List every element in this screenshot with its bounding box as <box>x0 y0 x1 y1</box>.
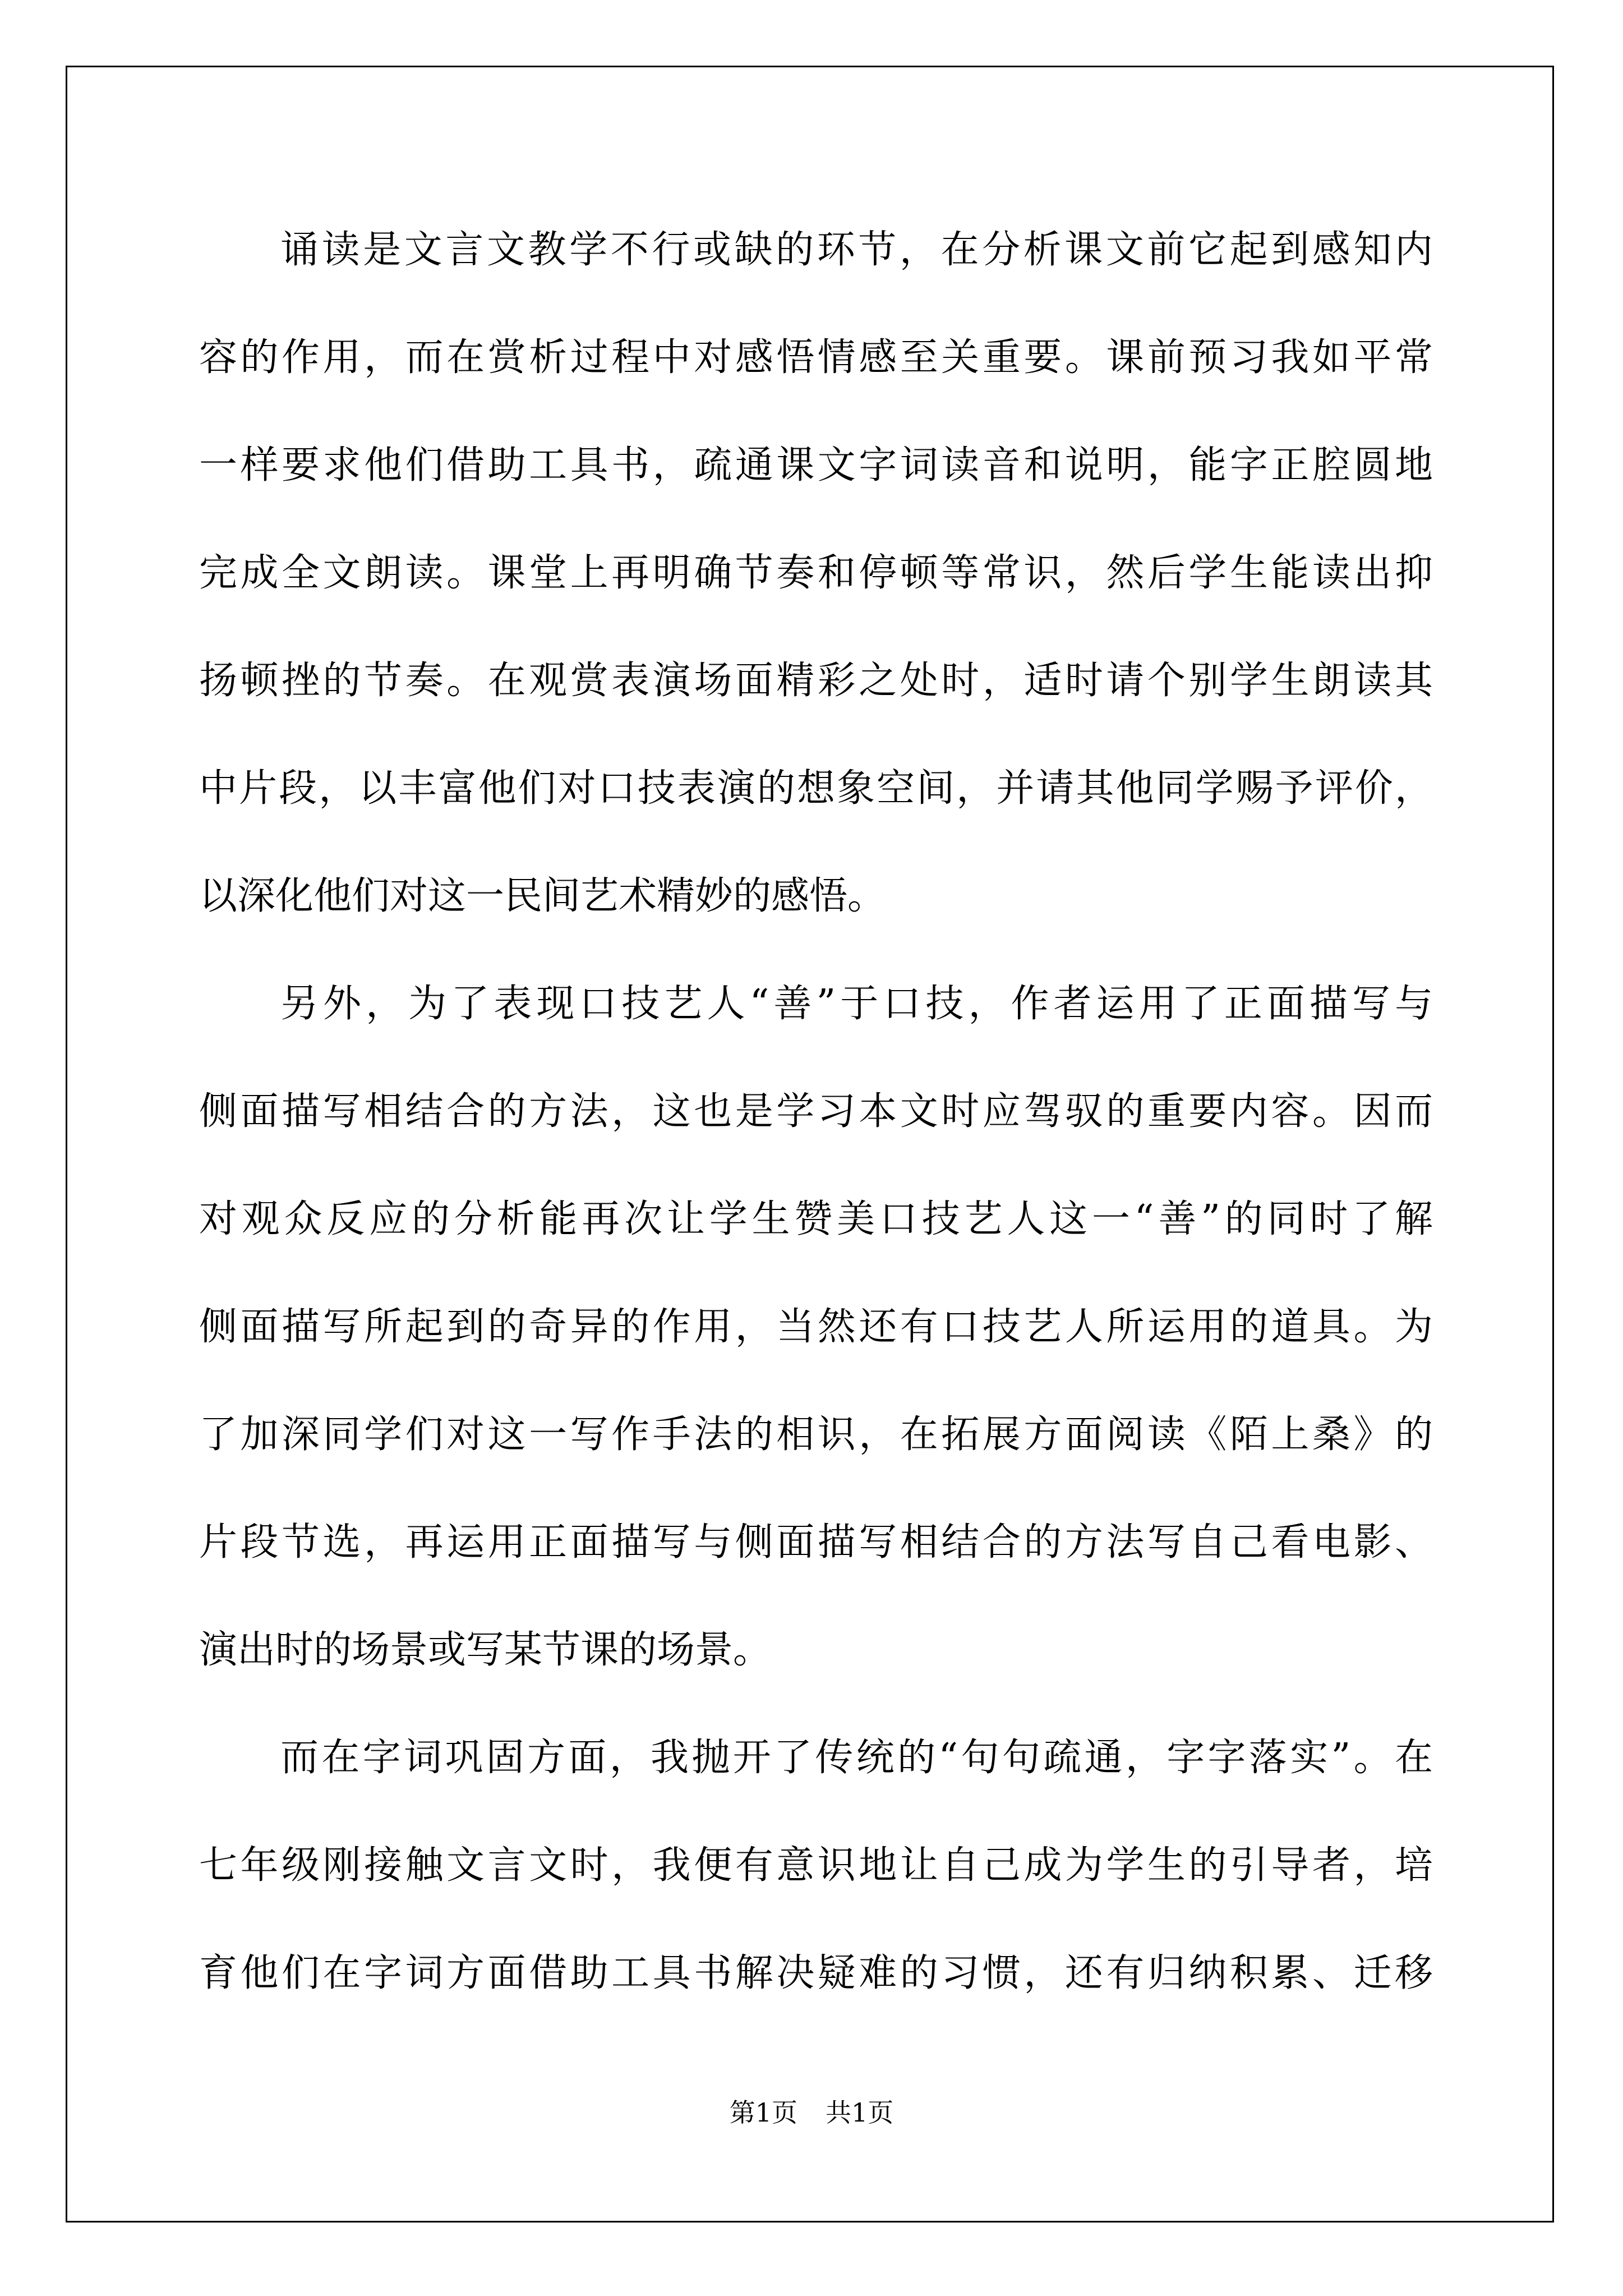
text-line: 一样要求他们借助工具书，疏通课文字词读音和说明，能字正腔圆地 <box>199 443 1433 487</box>
text-line: 了加深同学们对这一写作手法的相识，在拓展方面阅读《陌上桑》的 <box>199 1412 1433 1457</box>
text-line: 另外，为了表现口技艺人“善”于口技，作者运用了正面描写与 <box>280 982 1433 1026</box>
text-line: 对观众反应的分析能再次让学生赞美口技艺人这一“善”的同时了解 <box>199 1197 1433 1241</box>
page-border <box>66 66 1554 2223</box>
page-total: 共1页 <box>826 2097 894 2128</box>
text-line: 中片段，以丰富他们对口技表演的想象空间，并请其他同学赐予评价， <box>199 766 1433 811</box>
text-line: 扬顿挫的节奏。在观赏表演场面精彩之处时，适时请个别学生朗读其 <box>199 659 1433 703</box>
page-footer <box>0 2096 1623 2129</box>
text-line: 侧面描写所起到的奇异的作用，当然还有口技艺人所运用的道具。为 <box>199 1305 1433 1349</box>
text-line: 以深化他们对这一民间艺术精妙的感悟。 <box>199 874 886 918</box>
text-line: 七年级刚接触文言文时，我便有意识地让自己成为学生的引导者，培 <box>199 1843 1433 1888</box>
text-line: 而在字词巩固方面，我抛开了传统的“句句疏通，字字落实”。在 <box>280 1736 1433 1780</box>
text-line: 诵读是文言文教学不行或缺的环节，在分析课文前它起到感知内 <box>280 228 1433 272</box>
page-number: 第1页 <box>729 2097 797 2128</box>
text-line: 片段节选，再运用正面描写与侧面描写相结合的方法写自己看电影、 <box>199 1520 1433 1565</box>
text-line: 容的作用，而在赏析过程中对感悟情感至关重要。课前预习我如平常 <box>199 335 1433 380</box>
text-line: 演出时的场景或写某节课的场景。 <box>199 1628 772 1672</box>
text-line: 育他们在字词方面借助工具书解决疑难的习惯，还有归纳积累、迁移 <box>199 1951 1433 1995</box>
text-line: 侧面描写相结合的方法，这也是学习本文时应驾驭的重要内容。因而 <box>199 1089 1433 1134</box>
text-line: 完成全文朗读。课堂上再明确节奏和停顿等常识，然后学生能读出抑 <box>199 551 1433 595</box>
